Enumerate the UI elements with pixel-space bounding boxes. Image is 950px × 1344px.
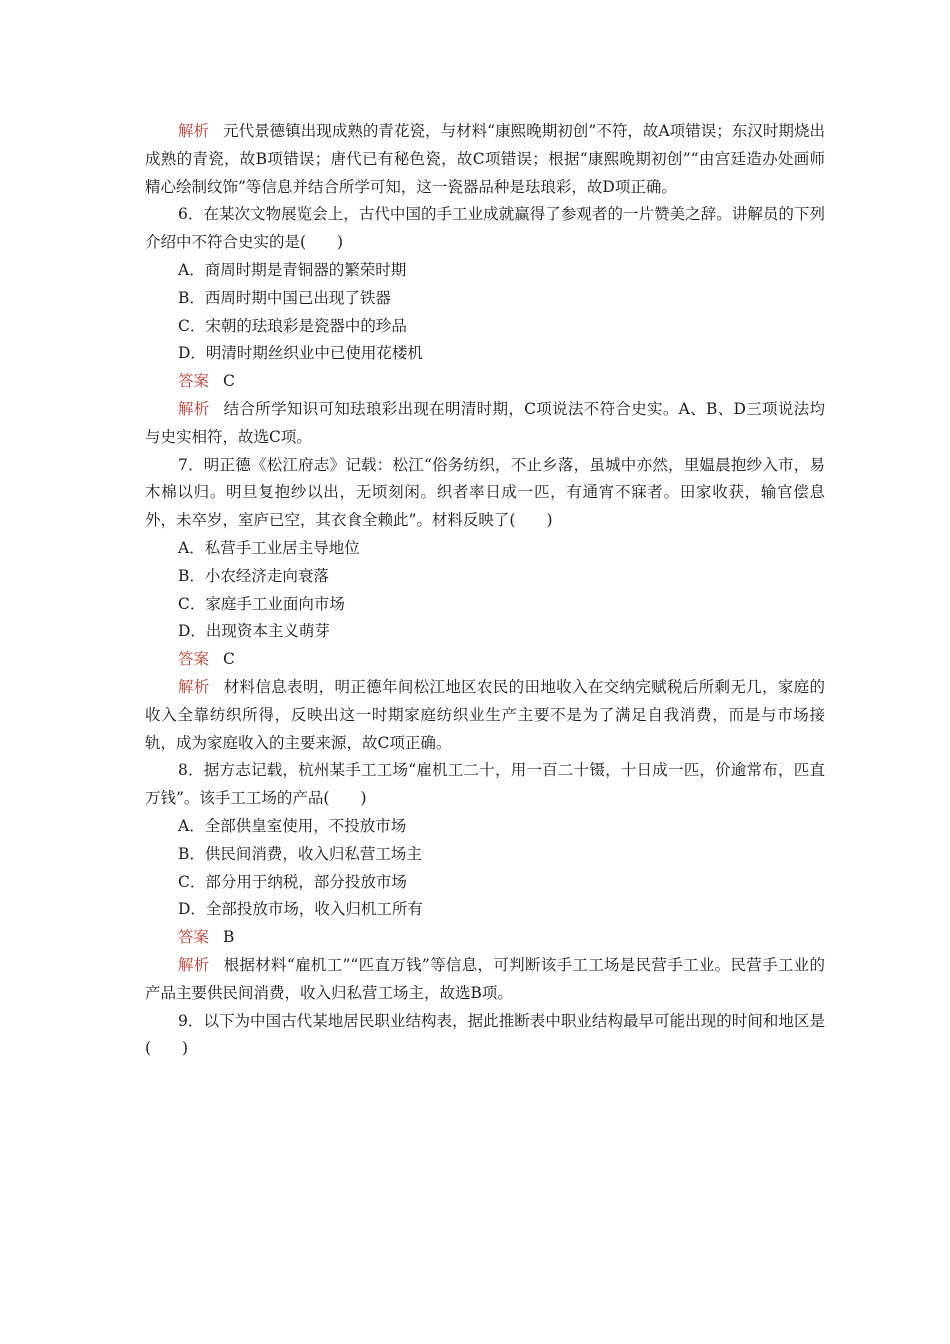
analysis-text: 元代景德镇出现成熟的青花瓷，与材料“康熙晚期初创”不符，故A项错误；东汉时期烧出成熟的青瓷，故B项错误；唐代已有秘色瓷，故C项错误；根据“康熙晚期初创”“由宫廷造办处画师精心绘制纹饰”等信息并结合所学可知，这一瓷器品种是珐琅彩，故D项正确。 xyxy=(145,122,825,196)
answer-text: C xyxy=(223,650,235,669)
question-7-option-d: D．出现资本主义萌芽 xyxy=(178,622,330,641)
question-8-option-c: C．部分用于纳税，部分投放市场 xyxy=(178,872,407,891)
analysis-paragraph xyxy=(145,952,825,1008)
question-8-option-b: B．供民间消费，收入归私营工场主 xyxy=(178,844,422,863)
answer-tag: 答案 xyxy=(178,372,210,391)
answer-paragraph xyxy=(145,924,825,952)
analysis-tag: 解析 xyxy=(178,399,210,418)
question-6-stem: 6．在某次文物展览会上，古代中国的手工业成就赢得了参观者的一片赞美之辞。讲解员的下列介绍中不符合史实的是( ) xyxy=(145,205,825,252)
question-8-option-a: A．全部供皇室使用，不投放市场 xyxy=(178,816,407,835)
answer-tag: 答案 xyxy=(178,928,210,947)
analysis-text: 根据材料“雇机工”“匹直万钱”等信息，可判断该手工工场是民营手工业。民营手工业的产品主要供民间消费，收入归私营工场主，故选B项。 xyxy=(145,955,825,1002)
analysis-paragraph xyxy=(145,118,825,201)
document-body xyxy=(145,118,825,1063)
question-7-option-c: C．家庭手工业面向市场 xyxy=(178,594,345,613)
answer-text: B xyxy=(223,928,235,947)
question-7-stem: 7．明正德《松江府志》记载：松江“俗务纺织，不止乡落，虽城中亦然，里媪晨抱纱入市，易木棉以归。明旦复抱纱以出，无顷刻闲。织者率日成一匹，有通宵不寐者。田家收获，输官偿息外，未卒岁，室庐已空，其衣食全赖此”。材料反映了( ) xyxy=(145,455,825,530)
analysis-tag: 解析 xyxy=(178,955,210,974)
analysis-paragraph xyxy=(145,674,825,757)
answer-tag: 答案 xyxy=(178,650,210,669)
answer-paragraph xyxy=(145,368,825,396)
analysis-text: 材料信息表明，明正德年间松江地区农民的田地收入在交纳完赋税后所剩无几，家庭的收入全靠纺织所得，反映出这一时期家庭纺织业生产主要不是为了满足自我消费，而是与市场接轨，成为家庭收入的主要来源，故C项正确。 xyxy=(145,677,825,752)
question-6-option-b: B．西周时期中国已出现了铁器 xyxy=(178,288,391,307)
question-8-option-d: D．全部投放市场，收入归机工所有 xyxy=(178,900,423,919)
analysis-paragraph xyxy=(145,396,825,452)
answer-paragraph xyxy=(145,646,825,674)
answer-text: C xyxy=(223,372,235,391)
question-9-stem: 9．以下为中国古代某地居民职业结构表，据此推断表中职业结构最早可能出现的时间和地区是( ) xyxy=(145,1011,825,1058)
question-7-option-a: A．私营手工业居主导地位 xyxy=(178,538,360,557)
question-6-option-d: D．明清时期丝织业中已使用花楼机 xyxy=(178,344,423,363)
analysis-text: 结合所学知识可知珐琅彩出现在明清时期，C项说法不符合史实。A、B、D三项说法均与史实相符，故选C项。 xyxy=(145,399,825,446)
question-6-option-a: A．商周时期是青铜器的繁荣时期 xyxy=(178,260,407,279)
question-7-option-b: B．小农经济走向衰落 xyxy=(178,566,329,585)
question-6-option-c: C．宋朝的珐琅彩是瓷器中的珍品 xyxy=(178,316,407,335)
question-8-stem: 8．据方志记载，杭州某手工工场“雇机工二十，用一百二十镊，十日成一匹，价逾常布，匹直万钱”。该手工工场的产品( ) xyxy=(145,761,825,808)
analysis-tag: 解析 xyxy=(178,677,210,696)
analysis-tag: 解析 xyxy=(178,122,210,140)
